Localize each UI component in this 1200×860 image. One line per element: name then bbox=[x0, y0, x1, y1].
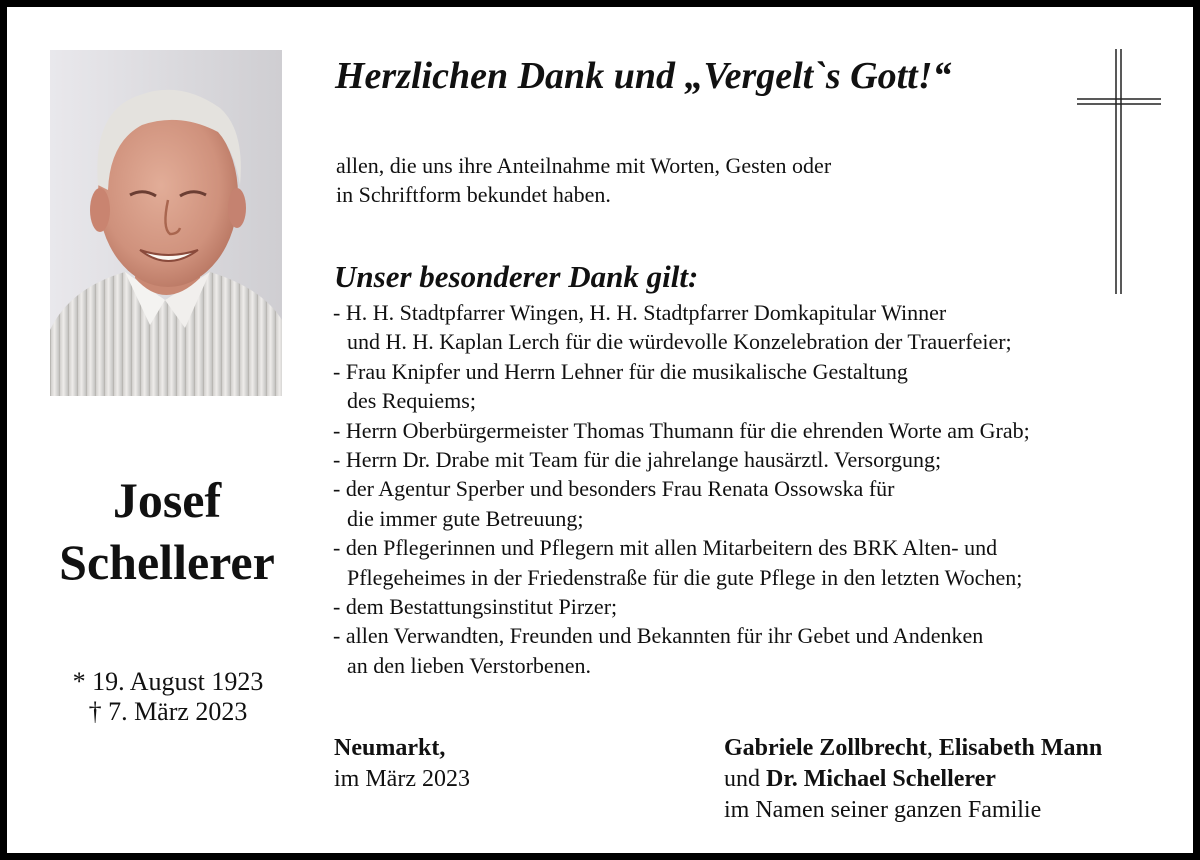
thanks-line: und H. H. Kaplan Lerch für die würdevolle Konzelebration der Trauerfeier; bbox=[347, 329, 1012, 355]
portrait-photo bbox=[50, 50, 282, 396]
signer-name: Elisabeth Mann bbox=[938, 735, 1103, 761]
death-date: † 7. März 2023 bbox=[88, 697, 248, 726]
headline: Herzlichen Dank und „Vergelt`s Gott!“ bbox=[335, 55, 952, 97]
intro-line: allen, die uns ihre Anteilnahme mit Worten, Gesten oder bbox=[336, 153, 832, 178]
date: im März 2023 bbox=[334, 766, 470, 792]
intro-text bbox=[336, 151, 1036, 209]
thanks-line: - Frau Knipfer und Herrn Lehner für die musikalische Gestaltung bbox=[333, 358, 908, 384]
deceased-first-name: Josef bbox=[112, 472, 222, 528]
family-line: im Namen seiner ganzen Familie bbox=[724, 797, 1042, 823]
signer-name: Gabriele Zollbrecht bbox=[724, 735, 927, 761]
signer-separator: , bbox=[926, 735, 939, 761]
thanks-line: - den Pflegerinnen und Pflegern mit allen Mitarbeitern des BRK Alten- und bbox=[333, 535, 998, 561]
signer-conjunction: und bbox=[724, 766, 766, 792]
thanks-line: Pflegeheimes in der Friedenstraße für die gute Pflege in den letzten Wochen; bbox=[347, 564, 1023, 590]
thanks-heading: Unser besonderer Dank gilt: bbox=[334, 259, 699, 294]
signer-line-2 bbox=[724, 764, 1194, 795]
birth-date: * 19. August 1923 bbox=[72, 667, 264, 696]
portrait-illustration bbox=[50, 50, 282, 396]
thanks-list bbox=[333, 298, 1193, 680]
thanks-line: - Herrn Dr. Drabe mit Team für die jahrelange hausärztl. Versorgung; bbox=[333, 447, 942, 473]
thanks-line: an den lieben Verstorbenen. bbox=[347, 652, 591, 678]
thanks-line: - dem Bestattungsinstitut Pirzer; bbox=[333, 594, 618, 620]
signatories bbox=[724, 733, 1194, 826]
cross-icon bbox=[1077, 49, 1167, 304]
thanks-line: - Herrn Oberbürgermeister Thomas Thumann für die ehrenden Worte am Grab; bbox=[333, 417, 1030, 443]
signer-name: Dr. Michael Schellerer bbox=[766, 766, 996, 792]
thanks-line: - allen Verwandten, Freunden und Bekannten für ihr Gebet und Andenken bbox=[333, 623, 984, 649]
signer-line-1 bbox=[724, 733, 1194, 764]
deceased-name bbox=[37, 469, 297, 593]
thanks-line: die immer gute Betreuung; bbox=[347, 505, 584, 531]
place-and-date bbox=[334, 733, 694, 795]
intro-line: in Schriftform bekundet haben. bbox=[336, 182, 611, 207]
thanks-line: - H. H. Stadtpfarrer Wingen, H. H. Stadtpfarrer Domkapitular Winner bbox=[333, 300, 947, 325]
thanks-line: - der Agentur Sperber und besonders Frau Renata Ossowska für bbox=[333, 476, 895, 502]
place: Neumarkt, bbox=[334, 735, 446, 761]
deceased-last-name: Schellerer bbox=[59, 534, 275, 590]
life-dates bbox=[37, 667, 299, 727]
thanks-line: des Requiems; bbox=[347, 388, 476, 414]
